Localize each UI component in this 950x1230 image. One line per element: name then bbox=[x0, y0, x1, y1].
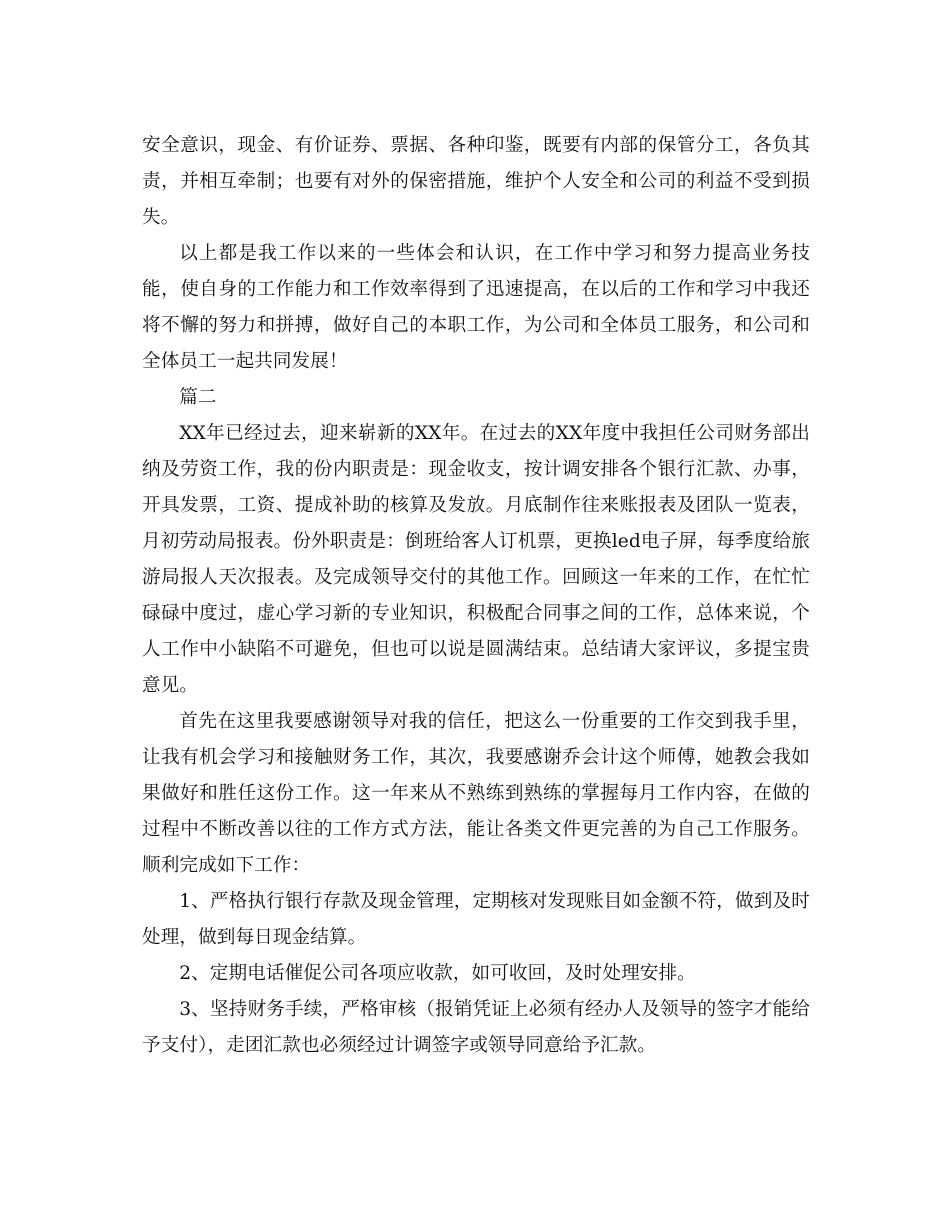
list-item: 2、定期电话催促公司各项应收款，如可收回，及时处理安排。 bbox=[179, 963, 696, 984]
section-heading: 篇二 bbox=[179, 387, 217, 408]
paragraph-intro: XX年已经过去，迎来崭新的XX年。在过去的XX年度中我担任公司财务部出纳及劳资工作，我的份内职责是：现金收支，按计调安排各个银行汇款、办事，开具发票，工资、提成补助的核算及发放。月底制作往来账报表及团队一览表，月初劳动局报表。份外职责是：倒班给客人订机票，更换led电子屏，每季度给旅游局报人天次报表。及完成领导交付的其他工作。回顾这一年来的工作，在忙忙碌碌中度过，虚心学习新的专业知识，积极配合同事之间的工作，总体来说，个人工作中小缺陷不可避免，但也可以说是圆满结束。总结请大家评议，多提宝贵意见。 bbox=[142, 423, 810, 696]
paragraph-thanks: 首先在这里我要感谢领导对我的信任，把这么一份重要的工作交到我手里，让我有机会学习和接触财务工作，其次，我要感谢乔会计这个师傅，她教会我如果做好和胜任这份工作。这一年来从不熟练到熟练的掌握每月工作内容，在做的过程中不断改善以往的工作方式方法，能让各类文件更完善的为自己工作服务。顺利完成如下工作： bbox=[142, 711, 810, 876]
paragraph-continuation: 安全意识，现金、有价证券、票据、各种印鉴，既要有内部的保管分工，各负其责，并相互牵制；也要有对外的保密措施，维护个人安全和公司的利益不受到损失。 bbox=[142, 135, 810, 228]
list-item: 1、严格执行银行存款及现金管理，定期核对发现账目如金额不符，做到及时处理，做到每日现金结算。 bbox=[142, 891, 810, 948]
document-body bbox=[142, 128, 810, 1064]
paragraph-summary: 以上都是我工作以来的一些体会和认识，在工作中学习和努力提高业务技能，使自身的工作能力和工作效率得到了迅速提高，在以后的工作和学习中我还将不懈的努力和拼搏，做好自己的本职工作，为公司和全体员工服务，和公司和全体员工一起共同发展！ bbox=[142, 243, 810, 372]
list-item: 3、坚持财务手续，严格审核（报销凭证上必须有经办人及领导的签字才能给予支付），走团汇款也必须经过计调签字或领导同意给予汇款。 bbox=[142, 999, 810, 1056]
